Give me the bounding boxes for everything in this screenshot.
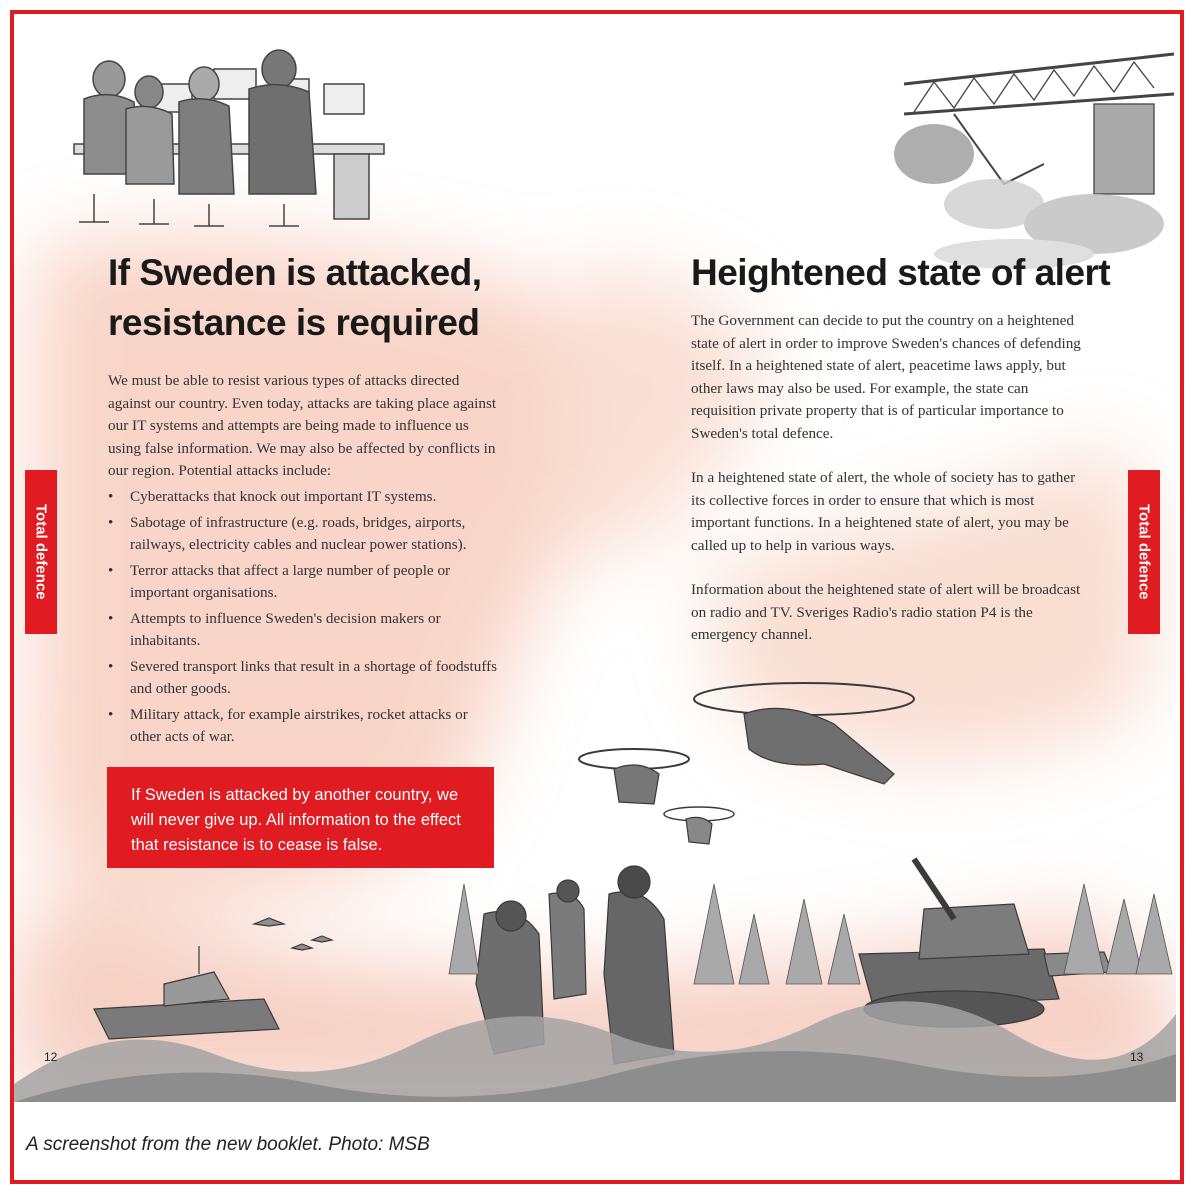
attack-item: • Attempts to influence Sweden's decision makers or inhabitants. <box>108 608 498 652</box>
intro-paragraph: We must be able to resist various types of attacks directed against our country. Even today, attacks are taking place against our IT systems and attempts are being made to influence us using false information. We may also be affected by conflicts in our region. Potential attacks include: <box>108 372 497 479</box>
right-side-tab <box>1128 470 1160 634</box>
it-workers-illustration <box>54 44 394 229</box>
right-paragraph-2: In a heightened state of alert, the whole of society has to gather its collective forces in order to ensure that which is most important functions. In a heightened state of alert, you may be called up to help in various ways. <box>691 469 1076 554</box>
left-heading-line1: If Sweden is attacked, <box>108 252 482 293</box>
booklet-spread <box>14 14 1176 1102</box>
callout-box: If Sweden is attacked by another country, we will never give up. All information to the effect that resistance is to cease is false. <box>107 767 494 868</box>
attack-item: • Sabotage of infrastructure (e.g. roads, bridges, airports, railways, electricity cables and nuclear power stations). <box>108 512 498 556</box>
attack-item: • Cyberattacks that knock out important IT systems. <box>108 486 498 508</box>
right-paragraph-3: Information about the heightened state of alert will be broadcast on radio and TV. Sveriges Radio's radio station P4 is the emergency channel. <box>691 581 1081 643</box>
left-page-number: 12 <box>44 1050 58 1064</box>
left-intro <box>108 370 498 505</box>
right-heading: Heightened state of alert <box>691 252 1111 293</box>
attack-item: • Military attack, for example airstrikes, rocket attacks or other acts of war. <box>108 704 498 748</box>
right-side-tab-label: Total defence <box>1135 504 1153 600</box>
left-heading <box>108 248 482 348</box>
right-body <box>691 310 1086 669</box>
right-page-number: 13 <box>1130 1050 1144 1064</box>
left-heading-line2: resistance is required <box>108 302 480 343</box>
bridge-illustration <box>894 44 1176 274</box>
attack-item: • Terror attacks that affect a large number of people or important organisations. <box>108 560 498 604</box>
right-paragraph-1: The Government can decide to put the country on a heightened state of alert in order to improve Sweden's chances of defending itself. In a heightened state of alert, peacetime laws apply, but other laws may also be used. For example, the state can requisition private property that is of particular importance to Sweden's total defence. <box>691 312 1081 442</box>
attack-item: • Severed transport links that result in a shortage of foodstuffs and other goods. <box>108 656 498 700</box>
left-side-tab-label: Total defence <box>32 504 50 600</box>
photo-caption: A screenshot from the new booklet. Photo: MSB <box>26 1134 430 1155</box>
attack-list <box>108 486 498 752</box>
left-side-tab <box>25 470 57 634</box>
